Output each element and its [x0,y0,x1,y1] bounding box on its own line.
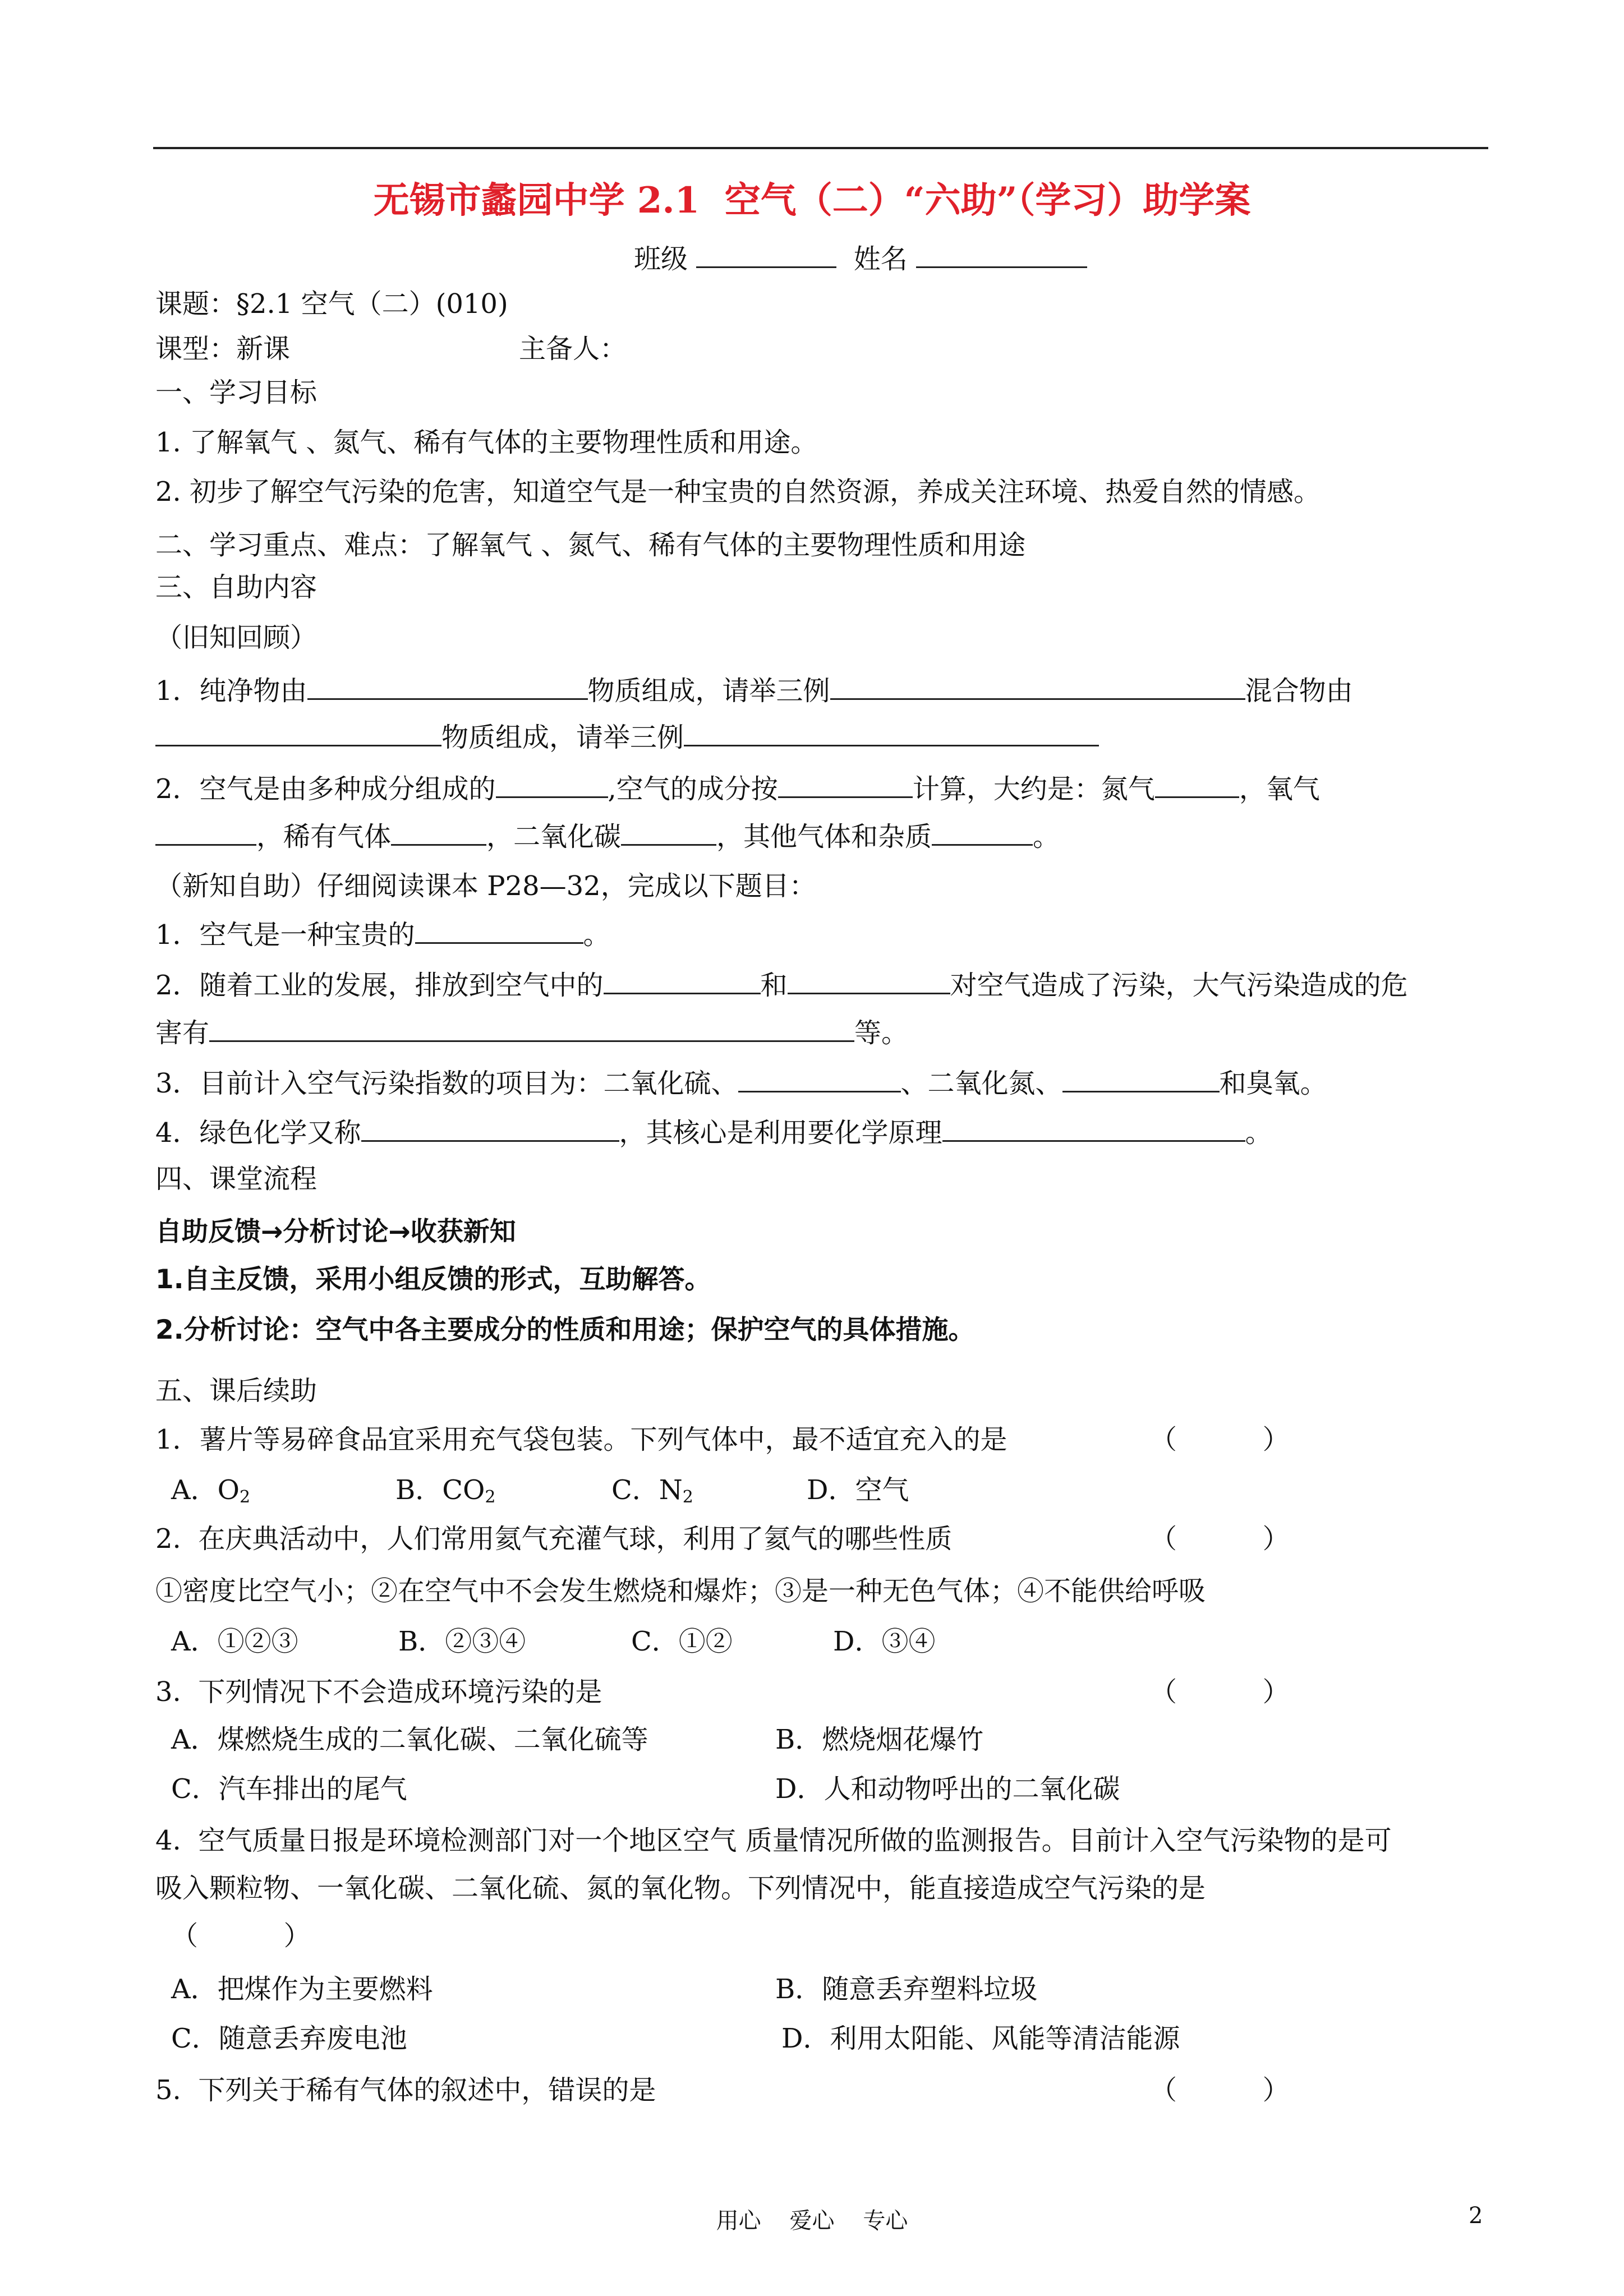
option-a: A．$O_2$ [171,1474,251,1507]
answer-blank[interactable] [155,720,441,746]
exercise-4-cont: 吸入颗粒物、一氧化碳、二氧化硫、氮的氧化物。下列情况中，能直接造成空气污染的是 [155,1873,1206,1904]
preparer: 主备人： [519,333,627,365]
new-question-2-cont: 害有 等。 [155,1015,908,1051]
flow-item: 1.自主反馈，采用小组反馈的形式，互助解答。 [155,1264,711,1295]
answer-blank[interactable] [932,819,1033,846]
flow-steps: 自助反馈→分析讨论→收获新知 [155,1216,516,1247]
class-name-line [634,241,1087,277]
name-label: 姓名 [853,243,908,275]
exercise-2-statements: ①密度比空气小；②在空气中不会发生燃烧和爆炸；③是一种无色气体；④不能供给呼吸 [155,1575,1206,1607]
flow-item: 2.分析讨论：空气中各主要成分的性质和用途；保护空气的具体措施。 [155,1315,975,1345]
answer-blank[interactable] [415,918,583,944]
answer-blank[interactable] [1062,1066,1220,1092]
option-c: C．随意丢弃废电池 [171,2023,407,2054]
answer-bracket[interactable]: （ ） [1150,2074,1290,2106]
answer-bracket[interactable]: （ ） [1150,1676,1290,1708]
answer-blank[interactable] [307,674,588,700]
option-d: D．利用太阳能、风能等清洁能源 [781,2023,1180,2054]
review-question-2-cont: ，稀有气体 ，二氧化碳 ，其他气体和杂质 。 [155,819,1060,855]
new-question-2: 2．随着工业的发展，排放到空气中的 和 对空气造成了污染，大气污染造成的危 [155,967,1408,1003]
header-rule [153,147,1488,149]
review-question-2: 2．空气是由多种成分组成的 ,空气的成分按 计算，大约是：氮气 ，氧气 [155,771,1320,807]
new-knowledge-label: （新知自助）仔细阅读课本 P28—32，完成以下题目： [155,870,816,902]
exercise-4: 4. 空气质量日报是环境检测部门对一个地区空气 质量情况所做的监测报告。目前计入空气污染物的是可 [155,1825,1392,1856]
answer-blank[interactable] [1155,772,1239,798]
answer-blank[interactable] [361,1115,619,1142]
answer-blank[interactable] [788,968,950,994]
option-b: B．燃烧烟花爆竹 [775,1724,984,1755]
exercise-1: 1．薯片等易碎食品宜采用充气袋包装。下列气体中，最不适宜充入的是 [155,1424,1007,1455]
answer-bracket[interactable]: （ ） [1150,1523,1290,1555]
answer-blank[interactable] [391,819,486,846]
exercise-3: 3. 下列情况下不会造成环境污染的是 [155,1676,602,1708]
answer-blank[interactable] [604,968,761,994]
option-a: A．把煤作为主要燃料 [171,1974,433,2005]
option-d: D．人和动物呼出的二氧化碳 [775,1773,1120,1805]
goal-item: 2. 初步了解空气污染的危害，知道空气是一种宝贵的自然资源，养成关注环境、热爱自然的情感。 [155,476,1321,508]
exercise-5: 5. 下列关于稀有气体的叙述中，错误的是 [155,2074,656,2106]
answer-blank[interactable] [942,1115,1245,1142]
answer-blank[interactable] [155,819,256,846]
page-number: 2 [1469,2203,1483,2229]
answer-blank[interactable] [496,772,608,798]
answer-bracket[interactable]: （ ） [1150,1424,1290,1455]
option-b: B．随意丢弃塑料垃圾 [775,1974,1038,2005]
answer-blank[interactable] [209,1016,854,1042]
exercise-2: 2. 在庆典活动中，人们常用氦气充灌气球，利用了氦气的哪些性质 [155,1523,953,1555]
option-d: D．③④ [833,1626,936,1657]
class-label: 班级 [634,243,688,275]
option-a: A．煤燃烧生成的二氧化碳、二氧化硫等 [171,1724,648,1755]
new-question-4: 4．绿色化学又称 ，其核心是利用要化学原理 。 [155,1115,1272,1151]
option-b: B．$CO_2$ [395,1474,496,1507]
section-heading: 五、课后续助 [155,1375,318,1407]
answer-blank[interactable] [830,674,1245,700]
option-c: C．$N_2$ [611,1474,693,1507]
answer-blank[interactable] [778,772,913,798]
section-heading: 四、课堂流程 [155,1163,318,1195]
topic-line: 课题：§2.1 空气（二）(010) [155,288,508,320]
name-blank[interactable] [916,242,1087,268]
option-a: A．①②③ [171,1626,298,1657]
section-heading: 一、学习目标 [155,377,318,408]
section-heading: 三、自助内容 [155,571,318,603]
option-c: C．①② [631,1626,733,1657]
section-heading: 二、学习重点、难点：了解氧气 、氮气、稀有气体的主要物理性质和用途 [155,529,1026,561]
option-c: C．汽车排出的尾气 [171,1773,407,1805]
option-d: D．空气 [807,1474,909,1506]
answer-blank[interactable] [738,1066,901,1092]
footer-motto: 用心 爱心 专心 [716,2208,908,2234]
goal-item: 1. 了解氧气 、氮气、稀有气体的主要物理性质和用途。 [155,427,818,458]
class-blank[interactable] [696,242,836,268]
answer-bracket[interactable]: （ ） [171,1920,311,1952]
answer-blank[interactable] [684,720,1099,746]
review-question-1-cont: 物质组成，请举三例 [155,720,1099,755]
new-question-1: 1．空气是一种宝贵的 。 [155,917,610,953]
answer-blank[interactable] [621,819,716,846]
lesson-type: 课型：新课 [155,333,291,365]
option-b: B．②③④ [398,1626,526,1657]
review-question-1: 1．纯净物由 物质组成，请举三例 混合物由 [155,673,1353,709]
new-question-3: 3．目前计入空气污染指数的项目为：二氧化硫、 、二氧化氮、 和臭氧。 [155,1066,1327,1101]
review-label: （旧知回顾） [155,622,318,653]
document-title: 无锡市蠡园中学 2.1 空气（二）“六助”（学习）助学案 [373,179,1251,222]
